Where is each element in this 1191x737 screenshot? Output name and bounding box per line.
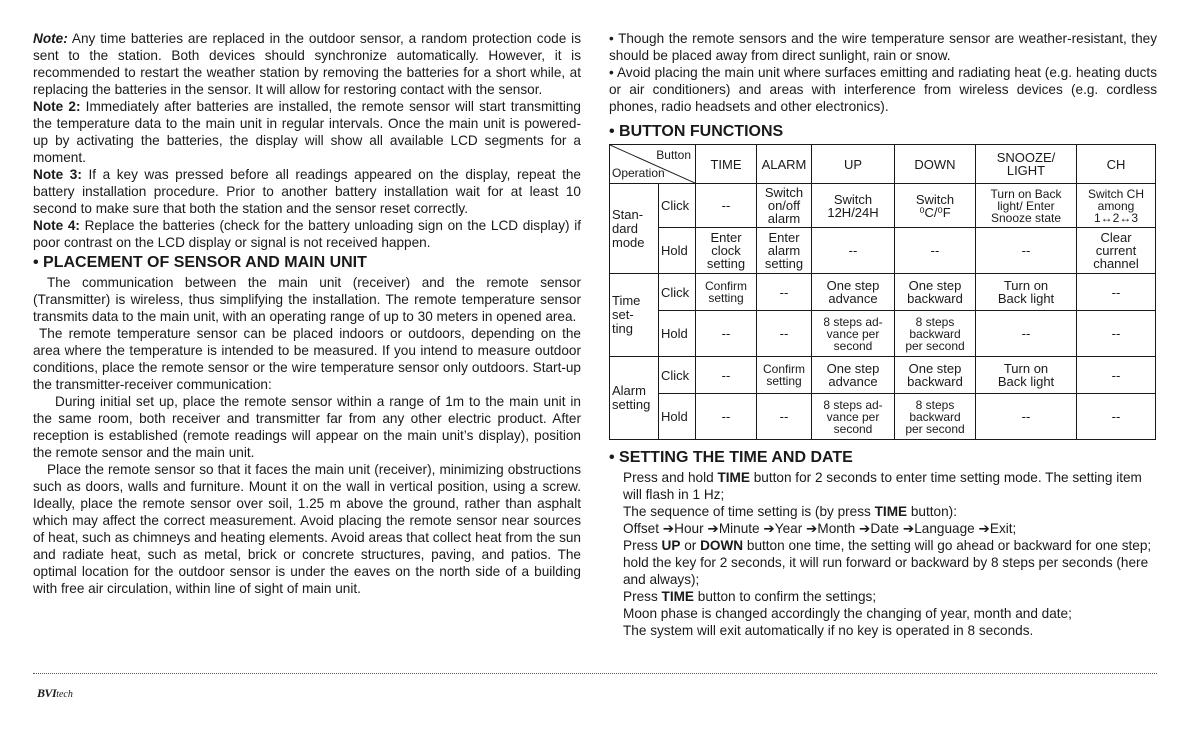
cell: -- [1077,394,1156,440]
cell: Confirm setting [696,274,757,311]
cell: -- [696,311,757,357]
table-row [610,357,1156,394]
table-row [610,184,1156,228]
cell: -- [976,394,1077,440]
note-4 [33,217,581,251]
text: Press [623,538,662,553]
button-functions-table [609,144,1156,440]
cell: Enter clock setting [696,228,757,274]
setting-sequence: Offset ➔Hour ➔Minute ➔Year ➔Month ➔Date ➔Language ➔Exit; [623,521,1017,536]
note-1 [33,30,581,98]
cell: 8 steps backward per second [895,311,976,357]
text: button for 2 seconds to enter time setting mode. The setting item will flash in 1 Hz; [623,470,1142,502]
header-time: TIME [696,145,757,184]
bullet-weather-resistant: • Though the remote sensors and the wire temperature sensor are weather-resistant, they should be placed away from direct sunlight, rain or snow. [609,31,1157,63]
cell: Clear current channel [1077,228,1156,274]
corner-button-label: Button [656,148,691,162]
setting-moon-phase: Moon phase is changed accordingly the changing of year, month and date; [623,606,1072,621]
note-3-text: If a key was pressed before all readings appeared on the display, repeat the battery installation procedure. Prior to another battery installation wait for at least 10 second to make sure that both the station and the sensor reset correctly. [33,167,581,216]
button-functions-heading: • BUTTON FUNCTIONS [609,123,784,140]
section-time-setting: Time set- ting [610,274,659,357]
text: Press and hold [623,470,718,485]
setting-step-3 [623,537,1157,588]
cell: Turn on Back light [976,274,1077,311]
placement-heading: • PLACEMENT OF SENSOR AND MAIN UNIT [33,254,367,271]
note-2-label: Note 2: [33,99,81,114]
cell: -- [696,184,757,228]
cell: One step advance [812,274,895,311]
cell: Confirm setting [757,357,812,394]
setting-auto-exit: The system will exit automatically if no key is operated in 8 seconds. [623,623,1034,638]
bullet-avoid-heat: • Avoid placing the main unit where surfaces emitting and radiating heat (e.g. heating ducts or air conditioners) and areas with interference from wireless devices (e.g. cordless phones, radio headsets and other electronics). [609,65,1157,114]
cell: -- [1077,311,1156,357]
cell: Switch 12H/24H [812,184,895,228]
text: Press [623,589,662,604]
text: The sequence of time setting is (by press [623,504,875,519]
cell: 8 steps ad- vance per second [812,394,895,440]
cell: -- [976,228,1077,274]
time-keyword: TIME [874,504,908,519]
text: button): [907,504,957,519]
op-hold: Hold [659,311,696,357]
note-1-label: Note: [33,31,68,46]
placement-paragraph-1: The communication between the main unit (receiver) and the remote sensor (Transmitter) is wireless, thus simplifying the installation. The remote temperature sensor transmits data to the main unit, with an operating range of up to 30 meters in opened area. [33,275,581,324]
header-down: DOWN [895,145,976,184]
cell: -- [1077,274,1156,311]
op-click: Click [659,184,696,228]
setting-step-1 [623,469,1157,503]
note-1-text: Any time batteries are replaced in the outdoor sensor, a random protection code is sent to the station. Both devices should synchronize automatically. However, it is recommended to restart the weather station by removing the batteries for a short while, at replacing the batteries in the sensor. It will allow for restoring contact with the sensor. [33,31,581,97]
cell: Switch ⁰C/⁰F [895,184,976,228]
table-row [610,311,1156,357]
logo-sub-text: tech [56,689,73,700]
up-keyword: UP [661,538,681,553]
down-keyword: DOWN [700,538,744,553]
op-hold: Hold [659,228,696,274]
note-3-label: Note 3: [33,167,82,182]
note-2-text: Immediately after batteries are installed, the remote sensor will start transmitting the temperature data to the main unit in regular intervals. Once the main unit is powered-up by activating the batteries, the display will show all available LCD segments for a moment. [33,99,581,165]
cell: Enter alarm setting [757,228,812,274]
logo-main-text: BVI [37,686,57,700]
op-hold: Hold [659,394,696,440]
cell: -- [1077,357,1156,394]
cell: -- [757,394,812,440]
placement-paragraph-2: The remote temperature sensor can be placed indoors or outdoors, depending on the area where the temperature is intended to be measured. If you intend to measure outdoor conditions, place the remote sensor or the wire temperature sensor only outdoors. Start-up the transmitter-receiver communication: [33,326,581,392]
note-3 [33,166,581,217]
cell: Switch on/off alarm [757,184,812,228]
text: or [680,538,701,553]
right-column [609,30,1157,639]
cell: -- [757,274,812,311]
cell: Switch CH among 1↔2↔3 [1077,184,1156,228]
header-ch: CH [1077,145,1156,184]
setting-instructions [609,469,1157,639]
cell: 8 steps backward per second [895,394,976,440]
setting-step-4 [623,588,1157,605]
table-header-row [610,145,1156,184]
op-click: Click [659,274,696,311]
cell: -- [696,394,757,440]
section-standard-mode: Stan- dard mode [610,184,659,274]
footer-divider [33,673,1157,674]
text: button to confirm the settings; [694,589,877,604]
header-up: UP [812,145,895,184]
cell: 8 steps ad- vance per second [812,311,895,357]
cell: One step advance [812,357,895,394]
cell: One step backward [895,357,976,394]
table-corner-cell [610,145,696,184]
setting-step-2 [623,503,1157,520]
time-keyword: TIME [717,470,750,485]
table-row [610,274,1156,311]
brand-logo [37,684,73,702]
cell: -- [696,357,757,394]
op-click: Click [659,357,696,394]
cell: -- [812,228,895,274]
note-4-text: Replace the batteries (check for the battery unloading sign on the LCD display) if poor contrast on the LCD display or signal is not received happen. [33,218,582,250]
table-row [610,394,1156,440]
note-2 [33,98,581,166]
cell: Turn on Back light [976,357,1077,394]
placement-paragraph-4: Place the remote sensor so that it faces the main unit (receiver), minimizing obstructions such as doors, walls and furniture. Mount it on the wall in vertical position, using a screw. Ideally, place the remote sensor over soil, 1.25 m above the ground, rather than asphalt which may affect the correct measurement. Avoid placing the remote sensor near sources of heat, such as chimneys and heating elements. Avoid areas that collect heat from the sun and radiate heat, such as metal, brick or concrete structures, paving, and patios. The optimal location for the outdoor sensor is under the eaves on the north side of a building with free air circulation, within line of sight of main unit. [33,462,581,596]
header-alarm: ALARM [757,145,812,184]
placement-paragraph-3: During initial set up, place the remote sensor within a range of 1m to the main unit in the same room, both receiver and transmitter far from any other electric product. After reception is established (remote readings will appear on the main unit’s display), position the remote sensor and the main unit. [33,394,581,460]
note-4-label: Note 4: [33,218,80,233]
table-row [610,228,1156,274]
cell: -- [757,311,812,357]
cell: -- [976,311,1077,357]
time-keyword: TIME [661,589,695,604]
cell: One step backward [895,274,976,311]
left-column [33,30,581,597]
setting-time-heading: • SETTING THE TIME AND DATE [609,449,853,466]
cell: -- [895,228,976,274]
header-snooze-light: SNOOZE/ LIGHT [976,145,1077,184]
text: button one time, the setting will go ahead or backward for one step; hold the key for 2 seconds, it will run forward or backward by 8 steps per seconds (here and always); [623,538,1152,587]
corner-operation-label: Operation [612,166,665,180]
section-alarm-setting: Alarm setting [610,357,659,440]
cell: Turn on Back light/ Enter Snooze state [976,184,1077,228]
